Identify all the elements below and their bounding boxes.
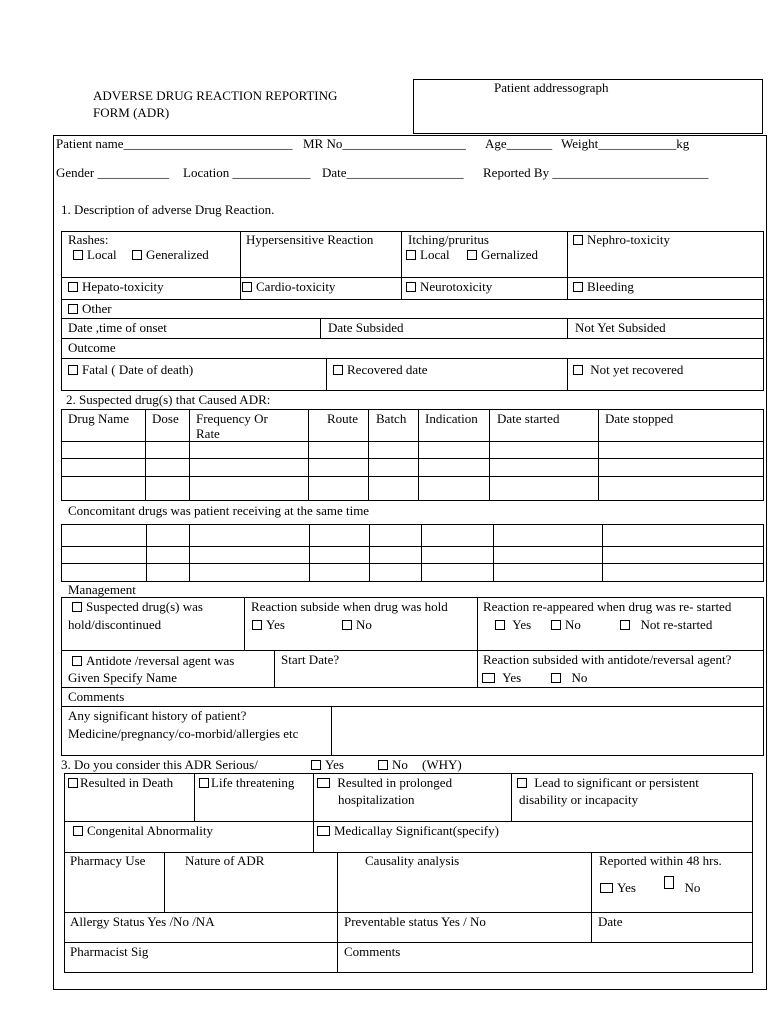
history-label2: Medicine/pregnancy/co-morbid/allergies etc: [68, 726, 299, 741]
form-title-line1: ADVERSE DRUG REACTION REPORTING: [93, 88, 338, 103]
history-label1: Any significant history of patient?: [68, 708, 247, 723]
not-recovered-checkbox[interactable]: Not yet recovered: [573, 362, 683, 377]
checkbox-icon: [199, 778, 209, 788]
antidote-subside-label: Reaction subsided with antidote/reversal agent?: [483, 652, 732, 667]
col-batch: Batch: [376, 411, 407, 426]
checkbox-icon: [132, 250, 142, 260]
neuro-checkbox[interactable]: Neurotoxicity: [406, 279, 492, 294]
pharmacist-sig-label: Pharmacist Sig: [70, 944, 149, 959]
subside-no-checkbox[interactable]: No: [342, 617, 372, 632]
checkbox-icon: [664, 876, 674, 889]
reappeared-yes-checkbox[interactable]: Yes: [495, 617, 531, 632]
subside-yes-checkbox[interactable]: Yes: [252, 617, 285, 632]
pharmacy-comments-label: Comments: [344, 944, 401, 959]
other-checkbox[interactable]: Other: [68, 301, 112, 316]
location-field[interactable]: Location ____________: [183, 165, 311, 180]
death-checkbox[interactable]: Resulted in Death: [68, 775, 173, 790]
antidote-label2: Given Specify Name: [68, 670, 178, 685]
checkbox-icon: [482, 673, 495, 683]
fatal-checkbox[interactable]: Fatal ( Date of death): [68, 362, 193, 377]
checkbox-icon: [252, 620, 262, 630]
checkbox-icon: [311, 760, 321, 770]
checkbox-icon: [517, 778, 527, 788]
checkbox-icon: [551, 620, 561, 630]
reported48-label: Reported within 48 hrs.: [599, 853, 722, 868]
col-route: Route: [327, 411, 359, 426]
prolonged-label2: hospitalization: [338, 792, 415, 807]
itching-gernalized-checkbox[interactable]: Gernalized: [467, 247, 538, 262]
reappeared-no-checkbox[interactable]: No: [551, 617, 581, 632]
antidote-no-checkbox[interactable]: No: [551, 670, 587, 685]
checkbox-icon: [68, 365, 78, 375]
outcome-label: Outcome: [68, 340, 116, 355]
col-indication: Indication: [425, 411, 478, 426]
recovered-checkbox[interactable]: Recovered date: [333, 362, 427, 377]
checkbox-icon: [495, 620, 505, 630]
section3-heading: 3. Do you consider this ADR Serious/: [61, 757, 258, 772]
reaction-subside-label: Reaction subside when drug was hold: [251, 599, 448, 614]
age-field[interactable]: Age_______: [485, 136, 553, 151]
checkbox-icon: [551, 673, 561, 683]
rashes-generalized-checkbox[interactable]: Generalized: [132, 247, 209, 262]
checkbox-icon: [406, 282, 416, 292]
checkbox-icon: [378, 760, 388, 770]
start-date-label: Start Date?: [281, 652, 340, 667]
disability-checkbox[interactable]: Lead to significant or persistent: [517, 775, 699, 790]
checkbox-icon: [73, 250, 83, 260]
gender-field[interactable]: Gender ___________: [56, 165, 170, 180]
not-restarted-checkbox[interactable]: Not re-started: [620, 617, 712, 632]
date-field[interactable]: Date__________________: [322, 165, 464, 180]
antidote-yes-checkbox[interactable]: Yes: [482, 670, 521, 685]
checkbox-icon: [317, 826, 330, 836]
prolonged-checkbox[interactable]: Resulted in prolonged: [317, 775, 452, 790]
checkbox-icon: [573, 282, 583, 292]
rashes-local-checkbox[interactable]: Local: [73, 247, 117, 262]
checkbox-icon: [73, 826, 83, 836]
patient-name-field[interactable]: Patient name__________________________: [56, 136, 293, 151]
nature-adr-label: Nature of ADR: [185, 853, 265, 868]
checkbox-icon: [573, 365, 583, 375]
nephro-checkbox[interactable]: Nephro-toxicity: [573, 232, 670, 247]
form-title-line2: FORM (ADR): [93, 105, 170, 120]
pharmacy-date-label: Date: [598, 914, 623, 929]
suspected-hold-checkbox[interactable]: Suspected drug(s) was: [72, 599, 203, 614]
preventable-status-label: Preventable status Yes / No: [344, 914, 486, 929]
reported48-no-checkbox[interactable]: No: [664, 876, 700, 891]
section1-heading: 1. Description of adverse Drug Reaction.: [61, 202, 275, 217]
comments-label: Comments: [68, 689, 125, 704]
mr-number-field[interactable]: MR No___________________: [303, 136, 466, 151]
itching-local-checkbox[interactable]: Local: [406, 247, 450, 262]
pharmacy-use-label: Pharmacy Use: [70, 853, 146, 868]
congenital-checkbox[interactable]: Congenital Abnormality: [73, 823, 213, 838]
checkbox-icon: [68, 282, 78, 292]
col-dose: Dose: [152, 411, 179, 426]
antidote-checkbox[interactable]: Antidote /reversal agent was: [72, 653, 234, 668]
checkbox-icon: [406, 250, 416, 260]
addressograph-label: Patient addressograph: [494, 80, 609, 95]
medically-checkbox[interactable]: Medicallay Significant(specify): [317, 823, 499, 838]
suspected-hold-label2: hold/discontinued: [68, 617, 162, 632]
checkbox-icon: [317, 778, 330, 788]
onset-label: Date ,time of onset: [68, 320, 167, 335]
allergy-status-label: Allergy Status Yes /No /NA: [70, 914, 215, 929]
serious-why-label: (WHY): [422, 757, 462, 772]
serious-yes-checkbox[interactable]: Yes: [311, 757, 344, 772]
reported-by-field[interactable]: Reported By ________________________: [483, 165, 709, 180]
hepato-checkbox[interactable]: Hepato-toxicity: [68, 279, 164, 294]
col-date-started: Date started: [497, 411, 560, 426]
serious-no-checkbox[interactable]: No: [378, 757, 408, 772]
checkbox-icon: [242, 282, 252, 292]
itching-label: Itching/pruritus: [408, 232, 489, 247]
checkbox-icon: [573, 235, 583, 245]
management-label: Management: [68, 582, 136, 597]
hypersensitive-label: Hypersensitive Reaction: [246, 232, 374, 247]
concomitant-label: Concomitant drugs was patient receiving at the same time: [68, 503, 370, 518]
checkbox-icon: [68, 304, 78, 314]
life-threatening-checkbox[interactable]: Life threatening: [199, 775, 294, 790]
subsided-label: Date Subsided: [328, 320, 404, 335]
checkbox-icon: [620, 620, 630, 630]
addressograph-box[interactable]: [413, 79, 763, 134]
section2-heading: 2. Suspected drug(s) that Caused ADR:: [66, 392, 271, 407]
checkbox-icon: [467, 250, 477, 260]
not-subsided-label: Not Yet Subsided: [575, 320, 666, 335]
weight-field[interactable]: Weight____________kg: [561, 136, 690, 151]
checkbox-icon: [68, 778, 78, 788]
rashes-label: Rashes:: [68, 232, 109, 247]
reported48-yes-checkbox[interactable]: Yes: [600, 880, 636, 895]
cardio-checkbox[interactable]: Cardio-toxicity: [242, 279, 335, 294]
checkbox-icon: [72, 602, 82, 612]
col-frequency: Frequency Or Rate: [196, 411, 268, 441]
concomitant-table: [61, 524, 764, 582]
checkbox-icon: [72, 656, 82, 666]
causality-label: Causality analysis: [365, 853, 460, 868]
checkbox-icon: [342, 620, 352, 630]
checkbox-icon: [333, 365, 343, 375]
col-drug-name: Drug Name: [68, 411, 130, 426]
col-date-stopped: Date stopped: [605, 411, 674, 426]
reappeared-label: Reaction re-appeared when drug was re- started: [483, 599, 732, 614]
bleeding-checkbox[interactable]: Bleeding: [573, 279, 634, 294]
disability-label2: disability or incapacity: [519, 792, 639, 807]
checkbox-icon: [600, 883, 613, 893]
